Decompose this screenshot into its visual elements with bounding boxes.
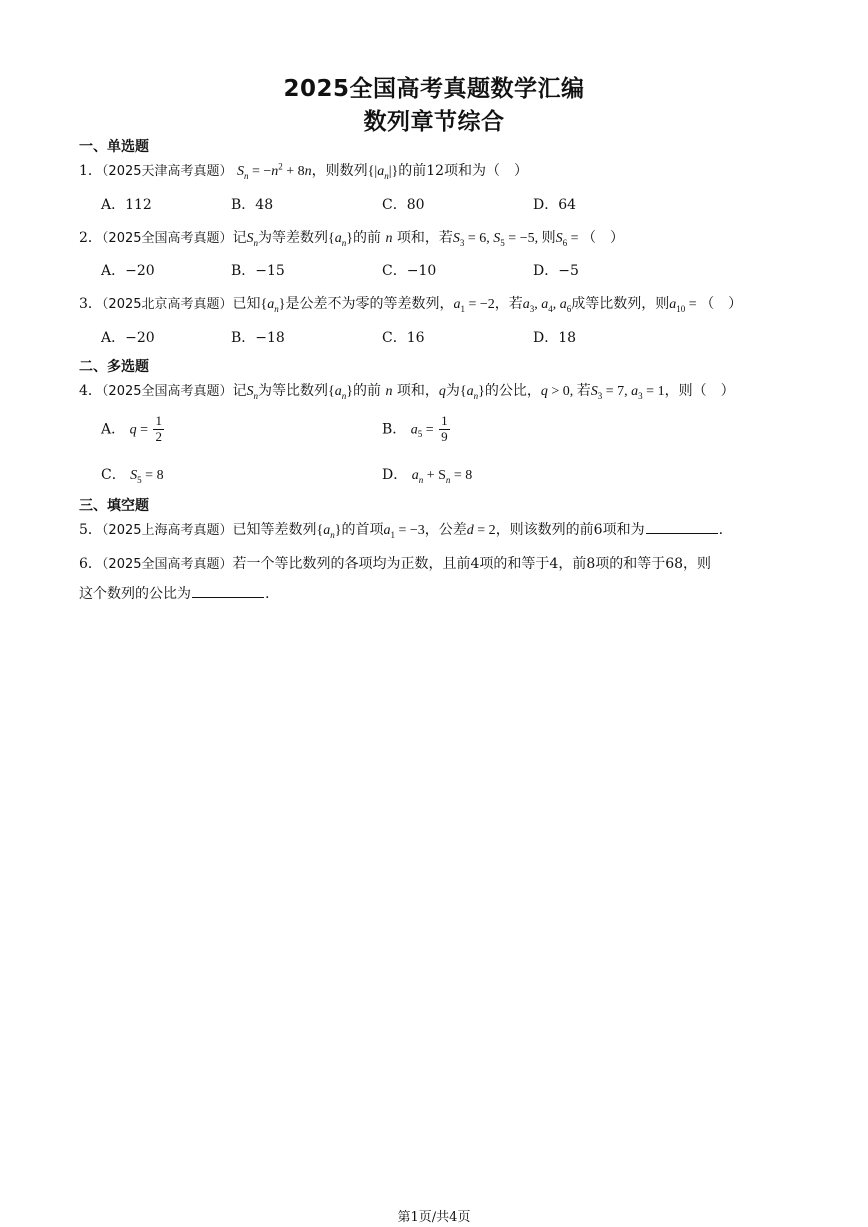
question-text: 记	[232, 230, 247, 246]
question-text: 记	[232, 383, 247, 399]
question-text: 是公差不为零的等差数列，	[285, 296, 454, 312]
page-footer: 第1页/共4页	[397, 1210, 471, 1225]
option-a: A． q = $\frac{1}{2}$	[101, 413, 162, 444]
formula: $S_n$	[236, 164, 249, 181]
option-b: B．−15	[231, 263, 285, 279]
option-c: C．16	[382, 330, 425, 346]
question-text: 成等比数列，则	[571, 296, 670, 312]
question-text: ，则（ ）	[664, 383, 735, 399]
question-number: 4．	[79, 383, 102, 399]
question-text: 已知	[232, 296, 261, 312]
question-text: .	[718, 522, 724, 538]
question-text: （ ）	[582, 230, 624, 246]
question-text: 这个数列的公比为	[79, 586, 191, 602]
question-source: （2025北京高考真题）	[101, 297, 233, 312]
option-label: A．	[101, 421, 126, 438]
section-heading-multi-choice: 二、多选题	[79, 359, 149, 375]
question-source: （2025天津高考真题）	[101, 164, 233, 179]
option-b: B．−18	[231, 330, 285, 346]
question-text: ，若	[494, 296, 523, 312]
question-source: （2025全国高考真题）	[101, 557, 233, 572]
answer-blank[interactable]	[192, 585, 264, 598]
option-b: B．48	[231, 197, 274, 213]
option-b: B． $a_5$ = $\frac{1}{9}$	[382, 413, 448, 444]
question-text: 的前	[352, 383, 381, 399]
question-source: （2025全国高考真题）	[101, 231, 233, 246]
option-d: D．−5	[533, 263, 579, 279]
question-1: 1．（2025天津高考真题） $S_n = -n^2 + 8n$，则数列$\{|a_n|\}$的前12项和为（ ）	[79, 161, 529, 181]
option-d: D．64	[533, 197, 577, 213]
question-text: 为	[445, 383, 460, 399]
question-6-continued	[79, 583, 269, 603]
doc-title-line2: 数列章节综合	[363, 109, 505, 135]
question-text: 若一个等比数列的各项均为正数，且前4项的和等于4，前8项的和等于68，则	[232, 556, 712, 572]
option-a: A．112	[101, 197, 152, 213]
question-text: 项和，	[396, 383, 439, 399]
option-c: C． $S_5 = 8$	[101, 467, 164, 485]
question-number: 5．	[79, 522, 102, 538]
question-source: （2025全国高考真题）	[101, 384, 233, 399]
option-c: C．80	[382, 197, 425, 213]
option-a: A．−20	[101, 263, 155, 279]
option-label: D．	[382, 467, 408, 483]
question-text: 为等比数列	[258, 383, 329, 399]
option-a: A．−20	[101, 330, 155, 346]
question-text: （ ）	[700, 296, 743, 312]
question-number: 6．	[79, 556, 102, 572]
section-heading-single-choice: 一、单选题	[79, 139, 149, 155]
question-3: 3．（2025北京高考真题）已知$\{a_n\}$是公差不为零的等差数列，$a_1 = -2$，若$a_3$, $a_4$, $a_6$成等比数列，则$a_{10}$ = （ ）	[79, 296, 743, 314]
question-2: 2．（2025全国高考真题）记$S_n$为等差数列$\{a_n\}$的前 n 项和，若$S_3 = 6$, $S_5 = -5$, 则$S_6$ = （ ）	[79, 230, 624, 248]
question-text: 若	[576, 383, 591, 399]
question-6	[79, 553, 711, 573]
question-text: 的前	[352, 230, 381, 246]
question-text: ，则数列	[311, 163, 368, 179]
question-text: 为等差数列	[258, 230, 329, 246]
option-label: B．	[382, 421, 407, 438]
question-text: 的前12项和为（ ）	[398, 163, 529, 179]
question-text: 已知等差数列	[232, 522, 317, 538]
question-text: .	[265, 586, 270, 602]
question-text: 项和，若	[396, 230, 453, 246]
question-number: 1．	[79, 163, 102, 179]
question-text: ，公差	[424, 522, 467, 538]
doc-title-line1: 2025全国高考真题数学汇编	[283, 76, 585, 102]
option-label: C．	[101, 467, 126, 483]
section-heading-fill-blank: 三、填空题	[79, 498, 149, 514]
question-source: （2025上海高考真题）	[101, 523, 233, 538]
question-text: 的首项	[341, 522, 384, 538]
option-d: D． $a_n + S_n = 8$	[382, 467, 473, 485]
question-4: 4．（2025全国高考真题）记$S_n$为等比数列$\{a_n\}$的前 n 项和，q为$\{a_n\}$的公比，q > 0, 若$S_3 = 7$, $a_3 = 1$，则（ ）	[79, 383, 735, 401]
question-5: 5．（2025上海高考真题）已知等差数列$\{a_n\}$的首项$a_1 = -3$，公差d = 2，则该数列的前6项和为 .	[79, 522, 724, 540]
question-number: 3．	[79, 296, 102, 312]
option-d: D．18	[533, 330, 577, 346]
option-c: C．−10	[382, 263, 437, 279]
question-number: 2．	[79, 230, 102, 246]
question-text: ，则该数列的前6项和为	[495, 522, 645, 538]
question-text: 的公比，	[484, 383, 541, 399]
answer-blank[interactable]	[646, 521, 718, 534]
question-text: 则	[541, 230, 556, 246]
